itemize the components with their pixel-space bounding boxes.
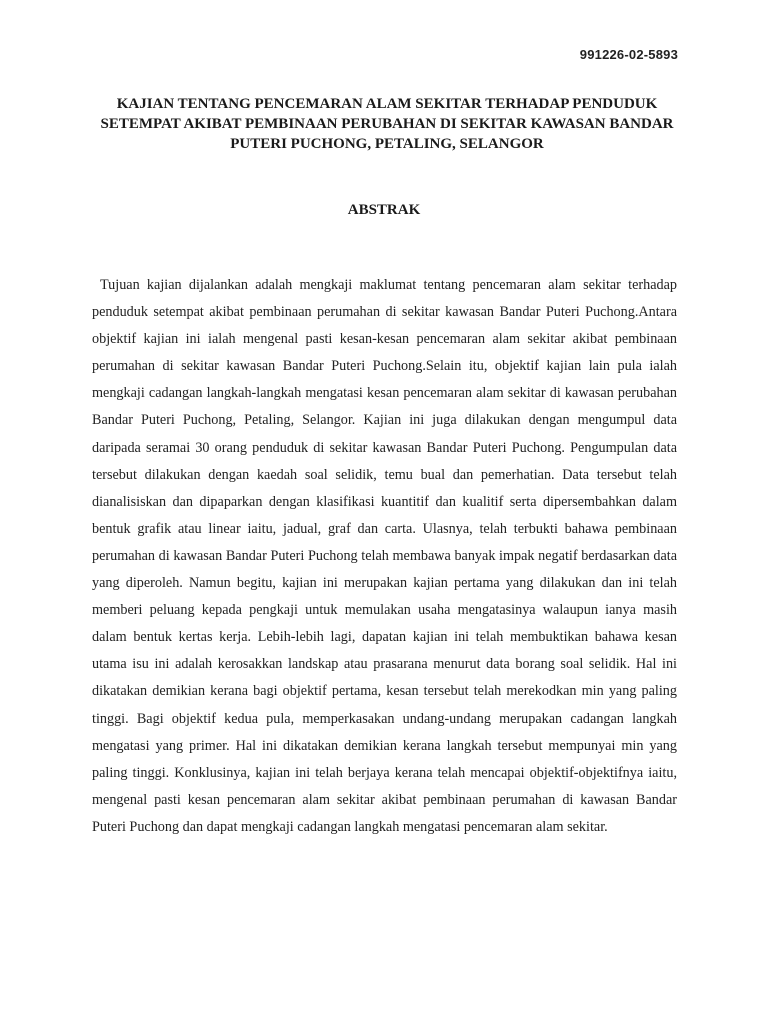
document-id-number: 991226-02-5893 [579, 47, 678, 62]
abstract-paragraph: Tujuan kajian dijalankan adalah mengkaji maklumat tentang pencemaran alam sekitar terhadap penduduk setempat akibat pembinaan perumahan di sekitar kawasan Bandar Puteri Puchong.Antara objektif kajian ini ialah mengenal pasti kesan-kesan pencemaran alam sekitar akibat pembinaan perumahan di sekitar kawasan Bandar Puteri Puchong.Selain itu, objektif kajian lain pula ialah mengkaji cadangan langkah-langkah mengatasi kesan pencemaran alam sekitar di kawasan perubahan Bandar Puteri Puchong, Petaling, Selangor. Kajian ini juga dilakukan dengan mengumpul data daripada seramai 30 orang penduduk di sekitar kawasan Bandar Puteri Puchong. Pengumpulan data tersebut dilakukan dengan kaedah soal selidik, temu bual dan pemerhatian. Data tersebut telah dianalisiskan dan dipaparkan dengan klasifikasi kuantitif dan kualitif serta dipersembahkan dalam bentuk grafik atau linear iaitu, jadual, graf dan carta. Ulasnya, telah terbukti bahawa pembinaan perumahan di kawasan Bandar Puteri Puchong telah membawa banyak impak negatif berdasarkan data yang diperoleh. Namun begitu, kajian ini merupakan kajian pertama yang dilakukan dan ini telah memberi peluang kepada pengkaji untuk memulakan usaha mengatasinya walaupun ianya masih dalam bentuk kertas kerja. Lebih-lebih lagi, dapatan kajian ini telah membuktikan bahawa kesan utama isu ini adalah kerosakkan landskap atau prasarana menurut data borang soal selidik. Hal ini dikatakan demikian kerana bagi objektif pertama, kesan tersebut telah merekodkan min yang paling tinggi. Bagi objektif kedua pula, memperkasakan undang-undang merupakan cadangan langkah mengatasi yang primer. Hal ini dikatakan demikian kerana langkah tersebut mempunyai min yang paling tinggi. Konklusinya, kajian ini telah berjaya kerana telah mencapai objektif-objektifnya iaitu, mengenal pasti kesan pencemaran alam sekitar akibat pembinaan perumahan di kawasan Bandar Puteri Puchong dan dapat mengkaji cadangan langkah mengatasi pencemaran alam sekitar. [92, 277, 677, 835]
title-line-2: SETEMPAT AKIBAT PEMBINAAN PERUBAHAN DI SEKITAR KAWASAN BANDAR [100, 116, 674, 132]
title-line-1: KAJIAN TENTANG PENCEMARAN ALAM SEKITAR TERHADAP PENDUDUK [116, 96, 658, 112]
section-heading-abstract: ABSTRAK [347, 202, 421, 218]
title-line-3: PUTERI PUCHONG, PETALING, SELANGOR [230, 136, 544, 152]
document-title [88, 94, 686, 154]
